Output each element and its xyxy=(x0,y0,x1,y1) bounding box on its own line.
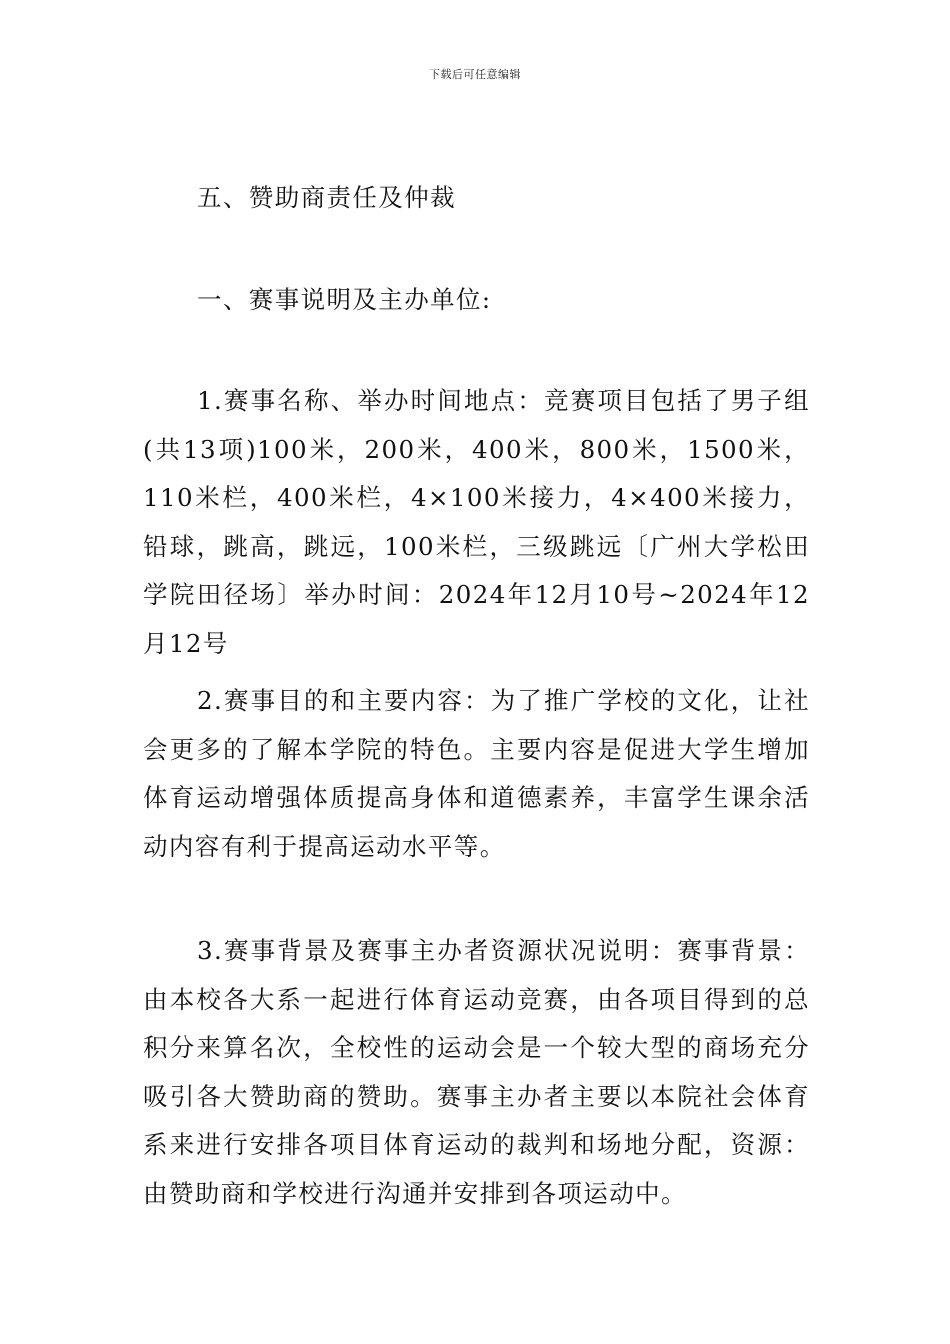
section-one-heading-text: 一、赛事说明及主办单位: xyxy=(197,285,492,314)
paragraph-event-background xyxy=(143,927,810,1218)
section-one-heading xyxy=(143,276,810,325)
header-note: 下载后可任意编辑 xyxy=(429,68,521,81)
paragraph-event-info-text: 1.赛事名称、举办时间地点：竞赛项目包括了男子组(共13项)100米，200米，400米，800米，1500米，110米栏，400米栏，4×100米接力，4×400米接力，铅球，跳高，跳远，100米栏，三级跳远〔广州大学松田学院田径场〕举办时间：2024年12月10号~2024年12月12号 xyxy=(143,386,810,658)
paragraph-event-background-text: 3.赛事背景及赛事主办者资源状况说明：赛事背景：由本校各大系一起进行体育运动竞赛，由各项目得到的总积分来算名次，全校性的运动会是一个较大型的商场充分吸引各大赞助商的赞助。赛事主办者主要以本院社会体育系来进行安排各项目体育运动的裁判和场地分配，资源：由赞助商和学校进行沟通并安排到各项运动中。 xyxy=(143,936,810,1208)
section-five-heading xyxy=(143,174,810,223)
paragraph-event-purpose xyxy=(143,677,810,871)
section-five-heading-text: 五、赞助商责任及仲裁 xyxy=(197,183,456,212)
paragraph-event-purpose-text: 2.赛事目的和主要内容：为了推广学校的文化，让社会更多的了解本学院的特色。主要内容是促进大学生增加体育运动增强体质提高身体和道德素养，丰富学生课余活动内容有利于提高运动水平等。 xyxy=(143,686,810,861)
paragraph-event-info xyxy=(143,377,810,668)
